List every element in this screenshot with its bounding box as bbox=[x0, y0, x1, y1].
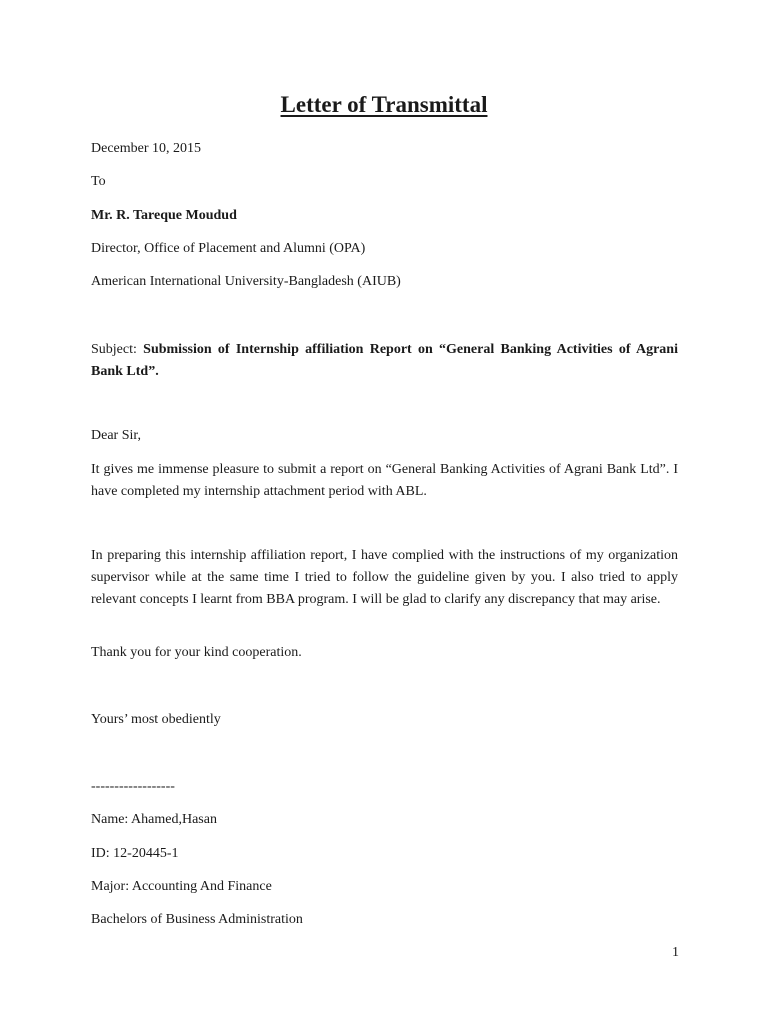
subject-text: Submission of Internship affiliation Report on “General Banking Activities of Agrani Bank Ltd”. bbox=[91, 342, 678, 379]
body-paragraph-2: In preparing this internship affiliation report, I have complied with the instructions of my organization supervisor while at the same time I tried to follow the guideline given by you. I also tried to apply relevant concepts I learnt from BBA program. I will be glad to clarify any discrepancy that may arise. bbox=[91, 548, 678, 607]
document-title: Letter of Transmittal bbox=[280, 92, 488, 117]
sender-degree: Bachelors of Business Administration bbox=[91, 912, 303, 927]
closing: Yours’ most obediently bbox=[91, 712, 221, 727]
body-paragraph-1: It gives me immense pleasure to submit a report on “General Banking Activities of Agrani Bank Ltd”. I have completed my internship attachment period with ABL. bbox=[91, 462, 678, 499]
signature-line: ------------------ bbox=[91, 779, 175, 794]
sender-id: ID: 12-20445-1 bbox=[91, 846, 179, 861]
subject-label: Subject: bbox=[91, 342, 144, 357]
sender-name: Name: Ahamed,Hasan bbox=[91, 812, 217, 827]
to-label: To bbox=[91, 174, 106, 189]
salutation: Dear Sir, bbox=[91, 428, 141, 443]
body-paragraph-3: Thank you for your kind cooperation. bbox=[91, 645, 302, 660]
recipient-name: Mr. R. Tareque Moudud bbox=[91, 208, 237, 223]
recipient-position: Director, Office of Placement and Alumni (OPA) bbox=[91, 241, 366, 256]
letter-date: December 10, 2015 bbox=[91, 141, 202, 156]
sender-major: Major: Accounting And Finance bbox=[91, 879, 272, 894]
page-number: 1 bbox=[672, 945, 679, 960]
recipient-organization: American International University-Bangladesh (AIUB) bbox=[91, 274, 401, 289]
subject-line bbox=[91, 339, 678, 383]
